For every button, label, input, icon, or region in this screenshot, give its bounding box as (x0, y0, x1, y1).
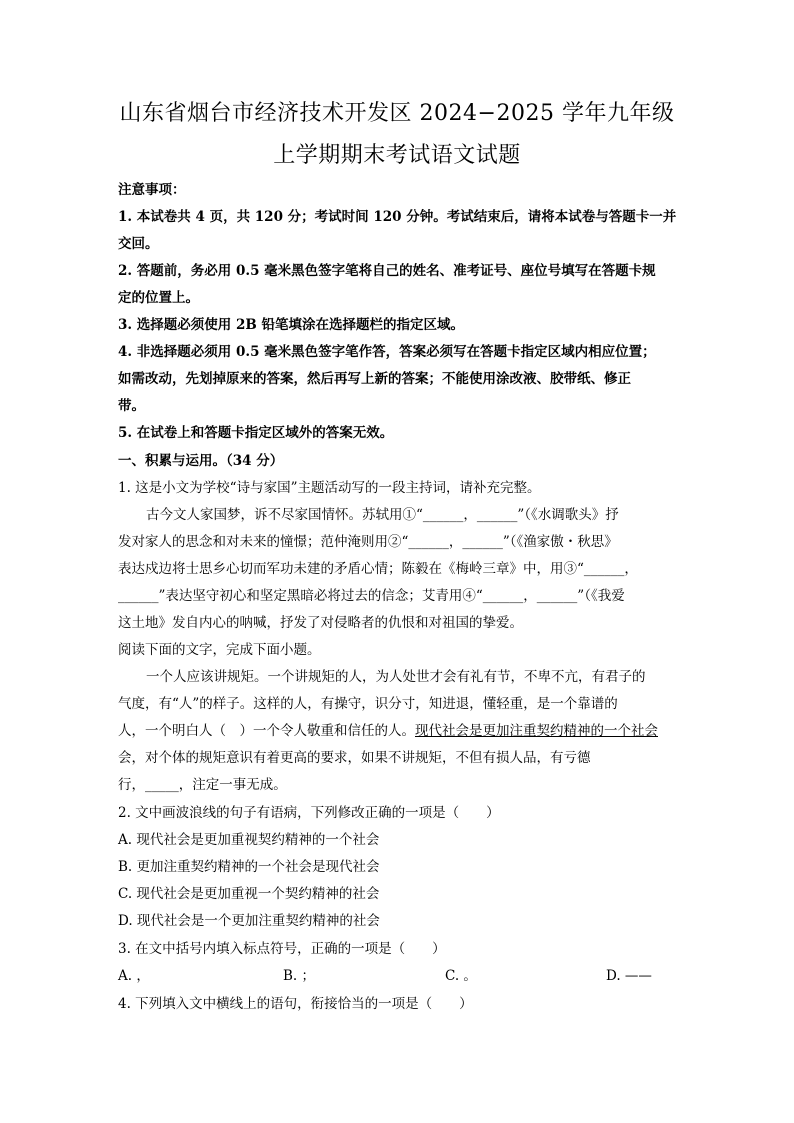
question-1-passage-line: ______”表达坚守初心和坚定黑暗必将过去的信念；艾青用④“______，______”（《我爱 (118, 588, 625, 604)
question-2-option-b: B. 更加注重契约精神的一个社会是现代社会 (118, 859, 380, 875)
question-1-passage-line: 古今文人家国梦，诉不尽家国情怀。苏轼用①“______，______”（《水调歌头》抒 (146, 507, 619, 523)
question-2-option-d: D. 现代社会是一个更加注重契约精神的社会 (118, 913, 380, 929)
notice-line: 如需改动，先划掉原来的答案，然后再写上新的答案；不能使用涂改液、胶带纸、修正 (118, 371, 631, 387)
question-1-passage-line: 发对家人的思念和对未来的憧憬；范仲淹则用②“______，______”（《渔家傲・秋思》 (118, 534, 618, 550)
question-1-stem: 1. 这是小文为学校“诗与家国”主题活动写的一段主持词，请补充完整。 (118, 480, 541, 496)
question-2-stem: 2. 文中画波浪线的句子有语病，下列修改正确的一项是（ ） (118, 805, 500, 821)
question-2-option-a: A. 现代社会是更加重视契约精神的一个社会 (118, 832, 380, 848)
notice-line: 定的位置上。 (118, 290, 199, 306)
reading-passage-line: 一个人应该讲规矩。一个讲规矩的人，为人处世才会有礼有节，不卑不亢，有君子的 (146, 669, 646, 685)
reading-passage-text: 人，一个明白人（ ）一个令人敬重和信任的人。 (118, 723, 415, 739)
reading-passage-line: 行，_____，注定一事无成。 (118, 777, 287, 793)
question-2-option-c: C. 现代社会是更加重视一个契约精神的社会 (118, 886, 380, 902)
question-1-passage-line: 表达戍边将士思乡心切而军功未建的矛盾心情；陈毅在《梅岭三章》中，用③“______， (118, 561, 638, 577)
question-3-option-b: B. ； (283, 968, 316, 984)
wavy-underlined-sentence: 现代社会是更加注重契约精神的一个社会 (415, 723, 658, 739)
question-1-passage-line: 这土地》发自内心的呐喊，抒发了对侵略者的仇恨和对祖国的挚爱。 (118, 615, 523, 631)
reading-passage-line: 会，对个体的规矩意识有着更高的要求，如果不讲规矩，不但有损人品，有亏德 (118, 750, 591, 766)
notice-line: 4. 非选择题必须用 0.5 毫米黑色签字笔作答，答案必须写在答题卡指定区域内相应位置； (118, 344, 656, 360)
reading-passage-line: 气度，有“人”的样子。这样的人，有操守，识分寸，知进退，懂轻重，是一个靠谱的 (118, 696, 618, 712)
notice-line: 交回。 (118, 236, 159, 252)
notice-line: 带。 (118, 398, 145, 414)
question-4-stem: 4. 下列填入文中横线上的语句，衔接恰当的一项是（ ） (118, 996, 473, 1012)
question-3-option-a: A. ， (118, 968, 150, 984)
reading-instruction: 阅读下面的文字，完成下面小题。 (118, 642, 321, 658)
reading-passage-line (118, 721, 678, 741)
question-3-option-c: C. 。 (445, 968, 477, 984)
question-3-stem: 3. 在文中括号内填入标点符号，正确的一项是（ ） (118, 941, 446, 957)
page-title-line-2: 上学期期末考试语文试题 (273, 143, 521, 168)
notice-line: 1. 本试卷共 4 页，共 120 分；考试时间 120 分钟。考试结束后，请将本试卷与答题卡一并 (118, 209, 677, 225)
notice-heading: 注意事项： (118, 182, 186, 198)
notice-line: 3. 选择题必须使用 2B 铅笔填涂在选择题栏的指定区域。 (118, 317, 464, 333)
question-3-option-d: D. —— (606, 968, 652, 984)
section-heading: 一、积累与运用。（34 分） (118, 453, 284, 469)
page-title-line-1: 山东省烟台市经济技术开发区 2024−2025 学年九年级 (119, 101, 675, 126)
notice-line: 5. 在试卷上和答题卡指定区域外的答案无效。 (118, 425, 394, 441)
notice-line: 2. 答题前，务必用 0.5 毫米黑色签字笔将自己的姓名、准考证号、座位号填写在答题卡规 (118, 263, 656, 279)
